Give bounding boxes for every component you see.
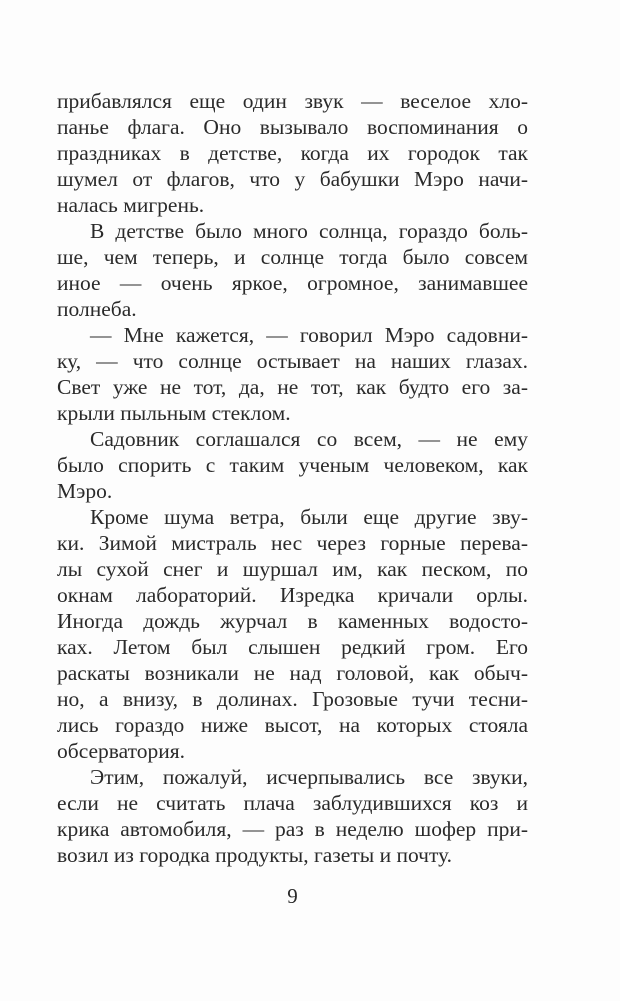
text-line: Иногда дождь журчал в каменных водосто- (57, 609, 528, 633)
text-line: лы сухой снег и шуршал им, как песком, по (57, 557, 528, 581)
text-line: Этим, пожалуй, исчерпывались все звуки, (90, 765, 528, 789)
text-line: крика автомобиля, — раз в неделю шофер при- (57, 817, 528, 841)
text-line: Мэро. (57, 479, 113, 503)
text-line: ках. Летом был слышен редкий гром. Его (57, 635, 528, 659)
text-line: обсерватория. (57, 739, 186, 763)
paragraph (57, 426, 528, 504)
paragraph (57, 88, 528, 218)
text-line: ку, — что солнце остывает на наших глазах. (57, 349, 528, 373)
text-line: шумел от флагов, что у бабушки Мэро начи- (57, 167, 528, 191)
text-line: панье флага. Оно вызывало воспоминания о (57, 115, 528, 139)
text-line: прибавлялся еще один звук — веселое хло- (57, 89, 528, 113)
page-body-text (57, 88, 528, 868)
text-line: Кроме шума ветра, были еще другие зву- (90, 505, 528, 529)
paragraph (57, 764, 528, 868)
text-line: иное — очень яркое, огромное, занимавшее (57, 271, 528, 295)
text-line: полнеба. (57, 297, 137, 321)
paragraph (57, 322, 528, 426)
text-line: но, а внизу, в долинах. Грозовые тучи тесни- (57, 687, 528, 711)
text-line: Свет уже не тот, да, не тот, как будто его за- (57, 375, 528, 399)
paragraph (57, 218, 528, 322)
text-line: раскаты возникали не над головой, как обыч- (57, 661, 528, 685)
text-line: ки. Зимой мистраль нес через горные перева- (57, 531, 528, 555)
page-number: 9 (287, 884, 298, 908)
text-line: лись гораздо ниже высот, на которых стояла (57, 713, 528, 737)
text-line: было спорить с таким ученым человеком, как (57, 453, 528, 477)
text-line: налась мигрень. (57, 193, 205, 217)
text-line: — Мне кажется, — говорил Мэро садовни- (90, 323, 528, 347)
text-line: Садовник соглашался со всем, — не ему (90, 427, 528, 451)
text-line: крыли пыльным стеклом. (57, 401, 291, 425)
text-line: В детстве было много солнца, гораздо боль- (90, 219, 528, 243)
paragraph (57, 504, 528, 764)
text-line: если не считать плача заблудившихся коз и (57, 791, 528, 815)
text-line: окнам лабораторий. Изредка кричали орлы. (57, 583, 528, 607)
text-line: праздниках в детстве, когда их городок так (57, 141, 528, 165)
text-line: возил из городка продукты, газеты и почту. (57, 843, 453, 867)
text-line: ше, чем теперь, и солнце тогда было совсем (57, 245, 528, 269)
